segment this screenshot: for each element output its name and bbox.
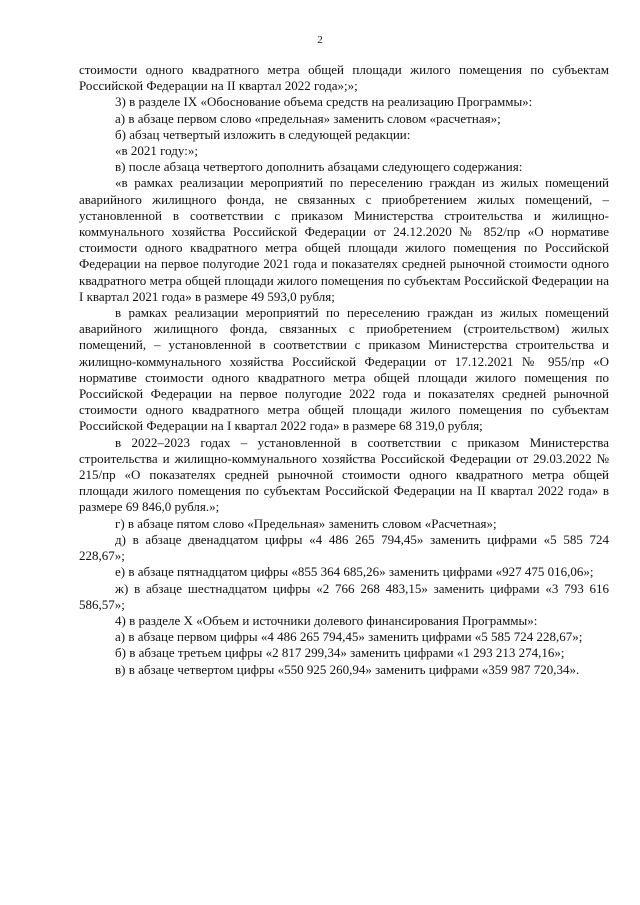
document-body	[79, 62, 609, 678]
paragraph-item-3v: в) после абзаца четвертого дополнить абзацами следующего содержания:	[115, 159, 523, 175]
page-number: 2	[317, 34, 323, 46]
paragraph-item-3g: г) в абзаце пятом слово «Предельная» заменить словом «Расчетная»;	[115, 515, 497, 531]
paragraph-item-4: 4) в разделе X «Объем и источники долевого финансирования Программы»:	[115, 612, 538, 628]
paragraph-item-3zh: ж) в абзаце шестнадцатом цифры «2 766 268 483,15» заменить цифрами «3 793 616 586,57»;	[79, 580, 609, 612]
paragraph-quote-1: «в рамках реализации мероприятий по переселению граждан из жилых помещений аварийного жилищного фонда, не связанных с приобретением жилых помещений, – установленной в соответствии с приказом Министерства строительства и жилищно-коммунального хозяйства Российской Федерации от 24.12.2020 № 852/пр «О нормативе стоимости одного квадратного метра общей площади жилого помещения по Российской Федерации на первое полугодие 2021 года и показателях средней рыночной стоимости одного квадратного метра общей площади жилого помещения по субъектам Российской Федерации на I квартал 2021 года» в размере 49 593,0 рубля;	[79, 175, 609, 304]
paragraph-item-3a: а) в абзаце первом слово «предельная» заменить словом «расчетная»;	[115, 110, 501, 126]
paragraph-item-4v: в) в абзаце четвертом цифры «550 925 260,94» заменить цифрами «359 987 720,34».	[115, 661, 580, 677]
paragraph-quote-2: в рамках реализации мероприятий по переселению граждан из жилых помещений аварийного жилищного фонда, связанных с приобретением (строительством) жилых помещений, – установленной в соответствии с приказом Министерства строительства и жилищно-коммунального хозяйства Российской Федерации от 17.12.2021 № 955/пр «О нормативе стоимости одного квадратного метра общей площади жилого помещения по Российской Федерации на первое полугодие 2022 года и показателях средней рыночной стоимости одного квадратного метра общей площади жилого помещения по субъектам Российской Федерации на I квартал 2022 года» в размере 68 319,0 рубля;	[79, 305, 609, 434]
paragraph-item-3: 3) в разделе IX «Обоснование объема средств на реализацию Программы»:	[115, 94, 533, 110]
paragraph-item-4a: а) в абзаце первом цифры «4 486 265 794,45» заменить цифрами «5 585 724 228,67»;	[115, 629, 583, 645]
paragraph-continuation: стоимости одного квадратного метра общей площади жилого помещения по субъектам Российской Федерации на II квартал 2022 года»;»;	[79, 62, 609, 94]
paragraph-item-4b: б) в абзаце третьем цифры «2 817 299,34» заменить цифрами «1 293 213 274,16»;	[115, 645, 565, 661]
paragraph-quote-3: в 2022–2023 годах – установленной в соответствии с приказом Министерства строительства и жилищно-коммунального хозяйства Российской Федерации от 29.03.2022 № 215/пр «О показателях средней рыночной стоимости одного квадратного метра общей площади жилого помещения по субъектам Российской Федерации на II квартал 2022 года» в размере 69 846,0 рубля.»;	[79, 434, 609, 515]
paragraph-item-3d: д) в абзаце двенадцатом цифры «4 486 265 794,45» заменить цифрами «5 585 724 228,67»;	[79, 531, 609, 564]
paragraph-quote-2021: «в 2021 году:»;	[115, 143, 198, 159]
paragraph-item-3b: б) абзац четвертый изложить в следующей редакции:	[115, 126, 411, 142]
paragraph-item-3e: е) в абзаце пятнадцатом цифры «855 364 685,26» заменить цифрами «927 475 016,06»;	[115, 564, 594, 580]
